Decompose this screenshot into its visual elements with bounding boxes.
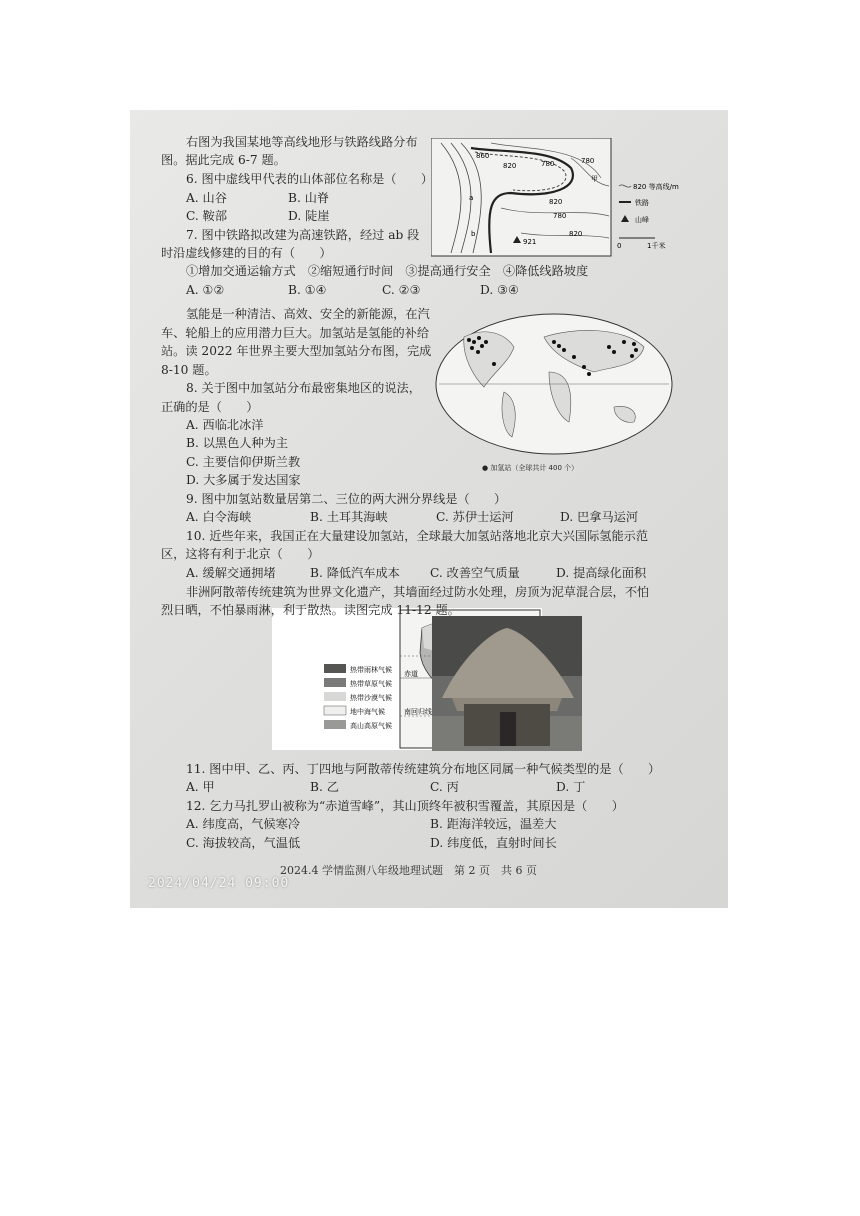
intro-8-10-line2: 车、轮船上的应用潜力巨大。加氢站是氢能的补给 bbox=[161, 326, 430, 340]
hydrogen-station-world-map bbox=[434, 312, 674, 470]
world-map-legend: ● 加氢站（全球共计 400 个） bbox=[482, 464, 579, 472]
q12-stem: 12. 乞力马扎罗山被称为“赤道雪峰”，其山顶终年被积雪覆盖，其原因是（ ） bbox=[186, 799, 624, 813]
q8-option-c: C. 主要信仰伊斯兰教 bbox=[186, 455, 301, 469]
q8-option-d: D. 大多属于发达国家 bbox=[186, 473, 301, 487]
legend-contour: 820 等高线/m bbox=[633, 183, 679, 191]
peak-label: 921 bbox=[523, 238, 537, 246]
legend-savanna: 热带草原气候 bbox=[350, 680, 392, 688]
q12-option-b: B. 距海洋较远，温差大 bbox=[430, 817, 557, 831]
q11-option-c: C. 丙 bbox=[430, 780, 459, 794]
q11-option-d: D. 丁 bbox=[556, 780, 586, 794]
q9-option-a: A. 白令海峡 bbox=[186, 510, 252, 524]
contour-label: 780 bbox=[541, 160, 555, 168]
photo-timestamp: 2024/04/24 09:00 bbox=[148, 876, 290, 891]
scale-zero: 0 bbox=[617, 242, 622, 250]
legend-mediterranean: 地中海气候 bbox=[350, 708, 385, 716]
legend-peak: 山峰 bbox=[635, 216, 649, 224]
q8-option-a: A. 西临北冰洋 bbox=[186, 418, 264, 432]
contour-label: 820 bbox=[503, 162, 517, 170]
q11-option-b: B. 乙 bbox=[310, 780, 339, 794]
intro-8-10-line4: 8-10 题。 bbox=[161, 363, 217, 377]
intro-6-7-line2: 图。据此完成 6-7 题。 bbox=[161, 153, 286, 167]
legend-desert: 热带沙漠气候 bbox=[350, 694, 392, 702]
q12-option-d: D. 纬度低，直射时间长 bbox=[430, 836, 557, 850]
contour-map-svg bbox=[431, 138, 683, 258]
q8-option-b: B. 以黑色人种为主 bbox=[186, 436, 289, 450]
q7-option-a: A. ①② bbox=[186, 283, 225, 297]
exam-page-photo bbox=[130, 110, 728, 908]
intro-6-7-line1: 右图为我国某地等高线地形与铁路线路分布 bbox=[186, 135, 418, 149]
mark-a: a bbox=[469, 194, 474, 202]
q6-option-a: A. 山谷 bbox=[186, 191, 227, 205]
contour-label: 820 bbox=[569, 230, 583, 238]
q7-stem-2: 时沿虚线修建的目的有（ ） bbox=[161, 246, 332, 260]
q6-stem: 6. 图中虚线甲代表的山体部位名称是（ ） bbox=[186, 172, 434, 186]
ashanti-hut-photo bbox=[432, 616, 582, 751]
q10-stem-2: 区，这将有利于北京（ ） bbox=[161, 547, 320, 561]
q10-option-a: A. 缓解交通拥堵 bbox=[186, 566, 276, 580]
contour-label: 780 bbox=[553, 212, 567, 220]
intro-11-12-line2: 烈日晒，不怕暴雨淋，利于散热。读图完成 11-12 题。 bbox=[161, 603, 460, 617]
equator-label: 赤道 bbox=[404, 670, 418, 678]
tropic-capricorn-label: 南回归线 bbox=[404, 708, 432, 716]
q12-option-a: A. 纬度高，气候寒冷 bbox=[186, 817, 301, 831]
q10-option-d: D. 提高绿化面积 bbox=[556, 566, 647, 580]
contour-railway-map bbox=[431, 138, 683, 258]
q9-option-b: B. 土耳其海峡 bbox=[310, 510, 388, 524]
q7-choices: ①增加交通运输方式 ②缩短通行时间 ③提高通行安全 ④降低线路坡度 bbox=[186, 264, 589, 278]
q9-option-c: C. 苏伊士运河 bbox=[436, 510, 514, 524]
q8-stem-2: 正确的是（ ） bbox=[161, 400, 259, 414]
intro-8-10-line1: 氢能是一种清洁、高效、安全的新能源，在汽 bbox=[186, 307, 430, 321]
q7-stem-1: 7. 图中铁路拟改建为高速铁路，经过 ab 段 bbox=[186, 228, 420, 242]
q10-option-c: C. 改善空气质量 bbox=[430, 566, 520, 580]
hut-svg bbox=[432, 616, 582, 751]
q6-option-b: B. 山脊 bbox=[288, 191, 330, 205]
q10-stem-1: 10. 近些年来，我国正在大量建设加氢站，全球最大加氢站落地北京大兴国际氢能示范 bbox=[186, 529, 649, 543]
intro-11-12-line1: 非洲阿散蒂传统建筑为世界文化遗产，其墙面经过防水处理，房顶为泥草混合层，不怕 bbox=[186, 585, 650, 599]
q11-option-a: A. 甲 bbox=[186, 780, 215, 794]
legend-rainforest: 热带雨林气候 bbox=[350, 666, 392, 674]
q7-option-b: B. ①④ bbox=[288, 283, 327, 297]
legend-highland: 高山高原气候 bbox=[350, 722, 392, 730]
contour-label: 780 bbox=[581, 157, 595, 165]
scale-km: 1千米 bbox=[647, 242, 666, 250]
intro-8-10-line3: 站。读 2022 年世界主要大型加氢站分布图，完成 bbox=[161, 344, 432, 358]
q9-option-d: D. 巴拿马运河 bbox=[560, 510, 639, 524]
q8-stem-1: 8. 关于图中加氢站分布最密集地区的说法， bbox=[186, 381, 421, 395]
page-footer: 2024.4 学情监测八年级地理试题 第 2 页 共 6 页 bbox=[280, 864, 537, 877]
q7-option-c: C. ②③ bbox=[382, 283, 421, 297]
contour-label: 860 bbox=[476, 152, 490, 160]
q10-option-b: B. 降低汽车成本 bbox=[310, 566, 400, 580]
world-map-svg bbox=[434, 312, 674, 470]
contour-label: 820 bbox=[549, 198, 563, 206]
mark-b: b bbox=[471, 230, 476, 238]
q12-option-c: C. 海拔较高，气温低 bbox=[186, 836, 301, 850]
q7-option-d: D. ③④ bbox=[480, 283, 519, 297]
mountain-peak-icon bbox=[621, 215, 629, 222]
q6-option-d: D. 陡崖 bbox=[288, 209, 330, 223]
mark-jia: 甲 bbox=[591, 175, 598, 183]
q9-stem: 9. 图中加氢站数量居第二、三位的两大洲分界线是（ ） bbox=[186, 492, 507, 506]
q11-stem: 11. 图中甲、乙、丙、丁四地与阿散蒂传统建筑分布地区同属一种气候类型的是（ ） bbox=[186, 762, 661, 776]
q6-option-c: C. 鞍部 bbox=[186, 209, 228, 223]
legend-rail: 铁路 bbox=[635, 199, 649, 207]
